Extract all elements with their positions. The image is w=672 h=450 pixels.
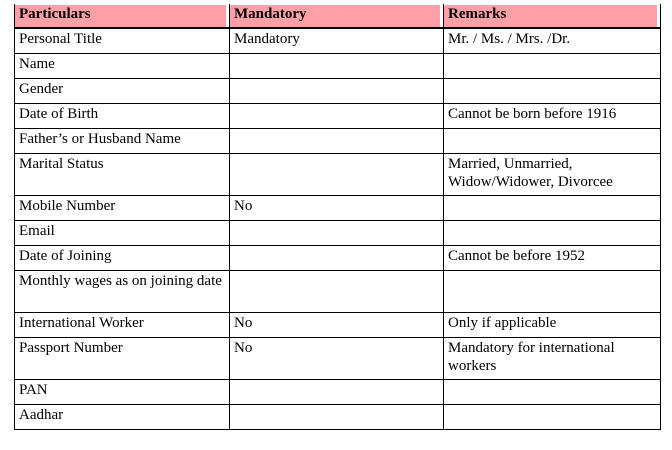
header-row (15, 4, 661, 28)
cell-mandatory (230, 380, 444, 405)
cell-particular: Email (15, 221, 230, 246)
cell-remarks (444, 221, 661, 246)
header-particulars: Particulars (15, 4, 230, 28)
cell-remarks: Mandatory for international workers (444, 338, 661, 380)
cell-remarks (444, 54, 661, 79)
cell-remarks (444, 196, 661, 221)
table-row (15, 380, 661, 405)
table-row (15, 271, 661, 313)
table-row (15, 313, 661, 338)
header-remarks: Remarks (444, 4, 661, 28)
table-row (15, 79, 661, 104)
cell-remarks (444, 271, 661, 313)
cell-mandatory: No (230, 338, 444, 380)
cell-mandatory (230, 79, 444, 104)
table-row (15, 54, 661, 79)
cell-remarks (444, 405, 661, 430)
cell-remarks: Only if applicable (444, 313, 661, 338)
particulars-table (14, 4, 661, 430)
cell-remarks: Cannot be born before 1916 (444, 104, 661, 129)
cell-particular: Gender (15, 79, 230, 104)
cell-particular: PAN (15, 380, 230, 405)
cell-mandatory (230, 129, 444, 154)
cell-particular: International Worker (15, 313, 230, 338)
cell-mandatory (230, 271, 444, 313)
cell-mandatory: Mandatory (230, 28, 444, 54)
cell-mandatory (230, 104, 444, 129)
cell-mandatory (230, 405, 444, 430)
cell-particular: Date of Birth (15, 104, 230, 129)
cell-particular: Name (15, 54, 230, 79)
cell-mandatory: No (230, 196, 444, 221)
table-row (15, 28, 661, 54)
cell-remarks (444, 129, 661, 154)
cell-mandatory: No (230, 313, 444, 338)
table-row (15, 338, 661, 380)
table-row (15, 221, 661, 246)
header-mandatory: Mandatory (230, 4, 444, 28)
cell-remarks (444, 380, 661, 405)
cell-remarks: Mr. / Ms. / Mrs. /Dr. (444, 28, 661, 54)
cell-particular: Father’s or Husband Name (15, 129, 230, 154)
cell-particular: Monthly wages as on joining date (15, 271, 230, 313)
cell-particular: Marital Status (15, 154, 230, 196)
table-row (15, 196, 661, 221)
cell-particular: Passport Number (15, 338, 230, 380)
cell-remarks (444, 79, 661, 104)
cell-remarks: Married, Unmarried, Widow/Widower, Divorcee (444, 154, 661, 196)
cell-particular: Mobile Number (15, 196, 230, 221)
cell-mandatory (230, 154, 444, 196)
table-row (15, 246, 661, 271)
table-row (15, 129, 661, 154)
cell-mandatory (230, 221, 444, 246)
cell-particular: Date of Joining (15, 246, 230, 271)
cell-particular: Personal Title (15, 28, 230, 54)
cell-particular: Aadhar (15, 405, 230, 430)
cell-mandatory (230, 246, 444, 271)
table-row (15, 104, 661, 129)
cell-mandatory (230, 54, 444, 79)
cell-remarks: Cannot be before 1952 (444, 246, 661, 271)
table-row (15, 154, 661, 196)
table-row (15, 405, 661, 430)
